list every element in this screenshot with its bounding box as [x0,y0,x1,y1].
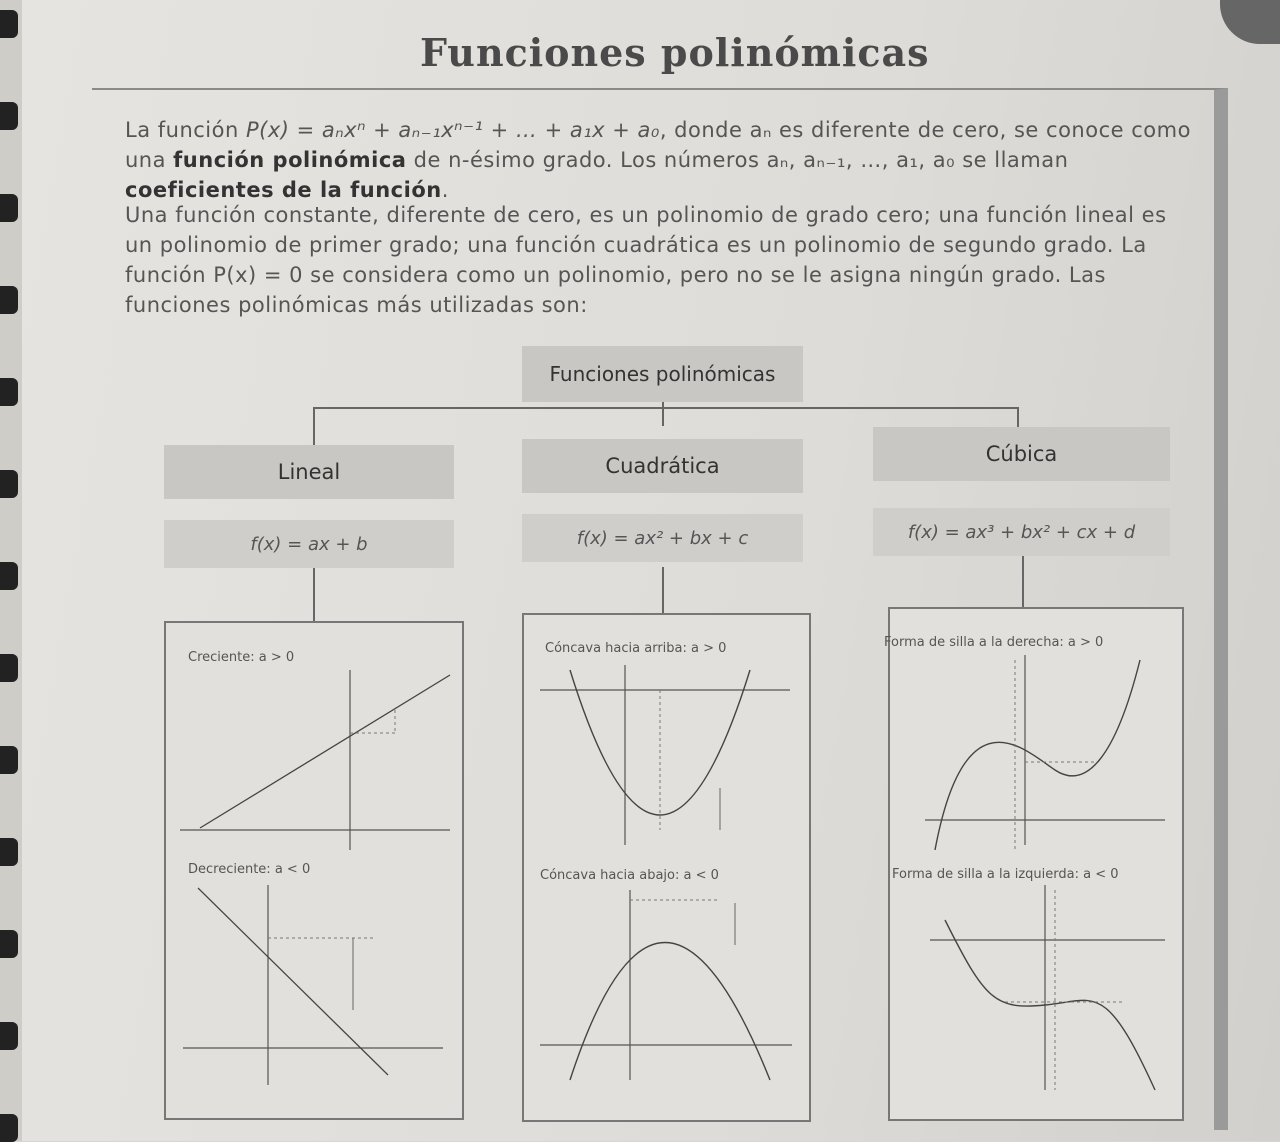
p1-bold-term: función polinómica [173,148,407,172]
spiral-ring [0,286,18,314]
branch-line [313,407,1019,409]
caption-lineal-decreciente: Decreciente: a < 0 [188,862,311,877]
formula-lineal: f(x) = ax + b [164,520,454,568]
lineal-stem [313,567,315,621]
spiral-ring [0,746,18,774]
spiral-ring [0,102,18,130]
page-title: Funciones polinómicas [420,30,930,75]
spiral-ring [0,378,18,406]
cubica-stem [1022,555,1024,609]
spiral-ring [0,470,18,498]
intro-paragraph [125,115,1195,205]
p1-formula: P(x) = aₙxⁿ + aₙ₋₁xⁿ⁻¹ + … + a₁x + a₀ [245,118,660,142]
graph-lineal-decreciente [178,880,448,1090]
spiral-ring [0,838,18,866]
spiral-ring [0,194,18,222]
p1-pre: La función [125,118,246,142]
tree-root-box: Funciones polinómicas [522,346,803,402]
graph-lineal-creciente [170,665,455,855]
p1-mid: , donde aₙ es diferente de cero, se conoce como una [125,118,1191,172]
formula-cuadratica: f(x) = ax² + bx + c [522,514,803,562]
caption-cuad-abajo: Cóncava hacia abajo: a < 0 [540,868,719,883]
caption-cuad-arriba: Cóncava hacia arriba: a > 0 [545,641,727,656]
spiral-ring [0,654,18,682]
graph-cuadratica-arriba [530,660,800,850]
category-lineal: Lineal [164,445,454,499]
p1-bold-coef: coeficientes de la función [125,178,442,202]
category-cubica: Cúbica [873,427,1170,481]
spiral-ring [0,10,18,38]
page-corner [1220,0,1280,44]
second-paragraph: Una función constante, diferente de cero, es un polinomio de grado cero; una función lineal es un polinomio de primer grado; una función cuadrática es un polinomio de segundo grado. La función P(x) = 0 se considera como un polinomio, pero no se le asigna ningún grado. Las funciones polinómicas más utilizadas son: [125,203,1167,317]
cuad-stem [662,567,664,615]
graph-cubica-derecha [895,650,1175,850]
spiral-ring [0,930,18,958]
spiral-ring [0,562,18,590]
spiral-ring [0,1022,18,1050]
p1-mid2: de n-ésimo grado. Los números aₙ, aₙ₋₁, …, a₁, a₀ se llaman [406,148,1069,172]
caption-cubica-derecha: Forma de silla a la derecha: a > 0 [884,635,1104,650]
caption-lineal-creciente: Creciente: a > 0 [188,650,295,665]
p1-end: . [441,178,449,202]
branch-right [1017,407,1019,427]
graph-cuadratica-abajo [530,885,800,1085]
root-connector [662,402,664,426]
category-cuadratica: Cuadrática [522,439,803,493]
spiral-ring [0,1114,18,1142]
formula-cubica: f(x) = ax³ + bx² + cx + d [873,508,1170,556]
branch-left [313,407,315,445]
caption-cubica-izquierda: Forma de silla a la izquierda: a < 0 [892,867,1119,882]
graph-cubica-izquierda [895,880,1175,1095]
